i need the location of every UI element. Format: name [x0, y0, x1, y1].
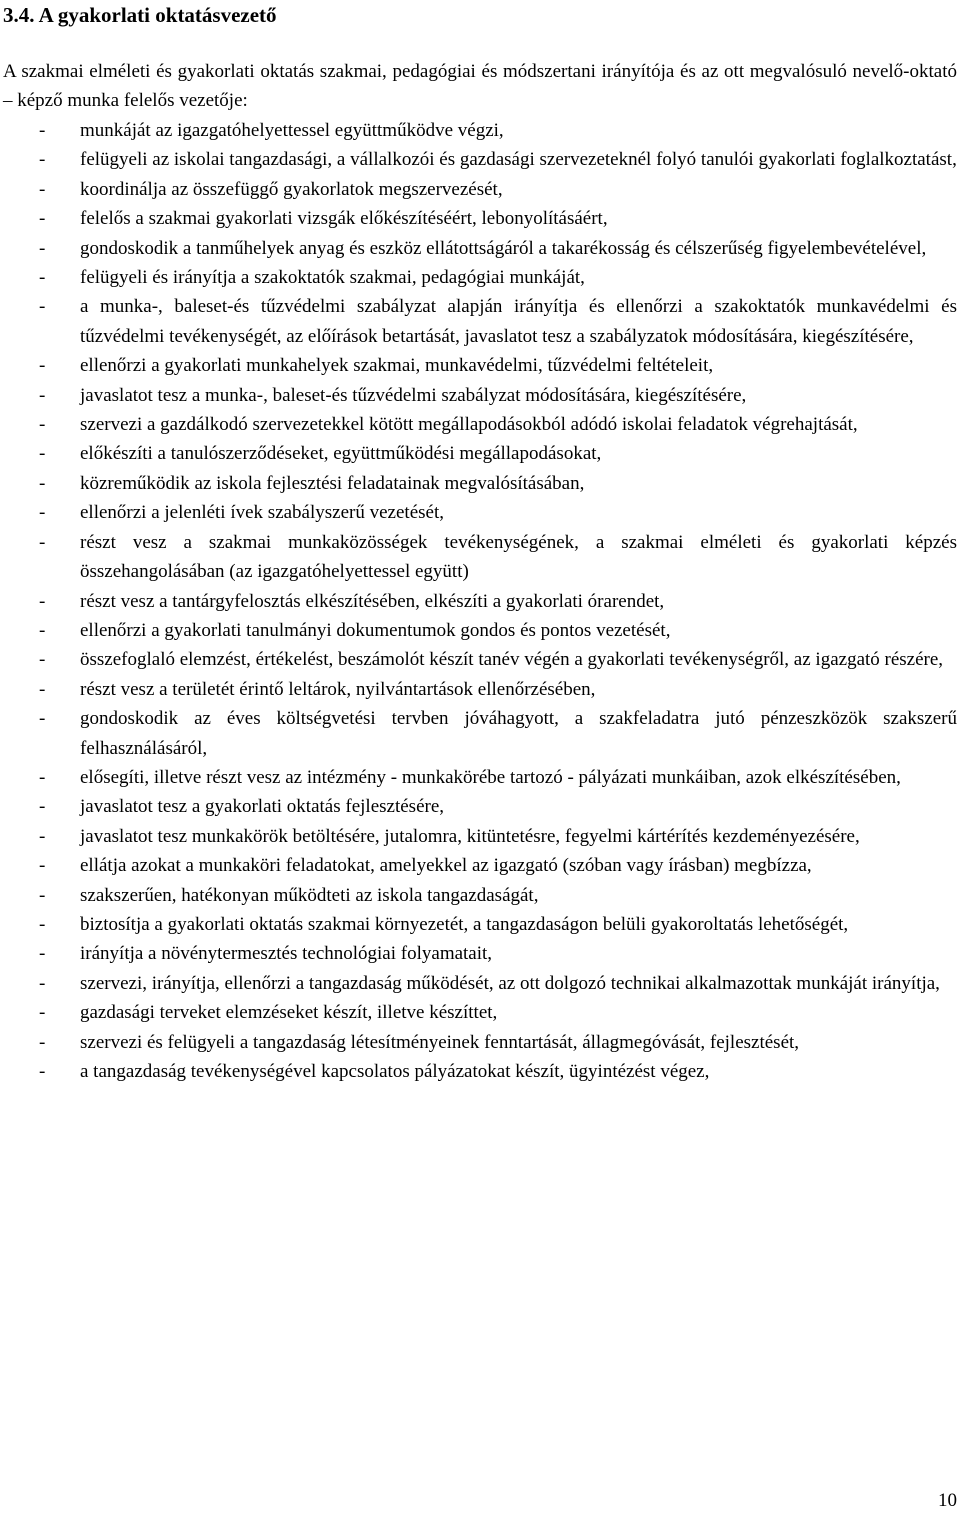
bullet-dash: -	[39, 1061, 46, 1082]
duty-item	[3, 145, 957, 174]
duty-text: javaslatot tesz a gyakorlati oktatás fejlesztésére,	[80, 796, 445, 818]
bullet-dash: -	[39, 502, 46, 524]
bullet-dash: -	[39, 708, 46, 730]
duty-text: gazdasági terveket elemzéseket készít, illetve készíttet,	[80, 1002, 498, 1024]
bullet-dash: -	[39, 178, 46, 200]
duty-item	[3, 645, 957, 674]
duty-item	[3, 381, 957, 410]
bullet-dash: -	[39, 649, 46, 671]
bullet-dash: -	[39, 590, 46, 612]
duty-text: ellátja azokat a munkaköri feladatokat, amelyekkel az igazgató (szóban vagy írásban) megbízza,	[80, 855, 812, 877]
duty-text: felelős a szakmai gyakorlati vizsgák előkészítéséért, lebonyolításáért,	[80, 208, 608, 230]
duty-item	[3, 498, 957, 527]
duty-item	[3, 851, 957, 880]
duty-item	[3, 204, 957, 233]
duty-text: részt vesz a területét érintő leltárok, nyilvántartások ellenőrzésében,	[80, 678, 596, 700]
bullet-dash: -	[39, 237, 46, 259]
intro-paragraph: A szakmai elméleti és gyakorlati oktatás szakmai, pedagógiai és módszertani irányítója és az ott megvalósuló nevelő-oktató – képző munka felelős vezetője:	[3, 61, 957, 112]
duty-text: koordinálja az összefüggő gyakorlatok megszervezését,	[80, 178, 503, 200]
bullet-dash: -	[39, 972, 46, 994]
duty-item	[3, 616, 957, 645]
duty-item	[3, 292, 957, 351]
bullet-dash: -	[39, 120, 46, 141]
duty-text: közreműködik az iskola fejlesztési feladatainak megvalósításában,	[80, 472, 585, 494]
duty-text: javaslatot tesz munkakörök betöltésére, jutalomra, kitüntetésre, fegyelmi kártérítés kezdeményezésére,	[80, 825, 860, 847]
duty-text: szakszerűen, hatékonyan működteti az iskola tangazdaságát,	[80, 884, 539, 906]
duty-item	[3, 351, 957, 380]
duty-text: javaslatot tesz a munka-, baleset-és tűzvédelmi szabályzat módosítására, kiegészítésére,	[80, 384, 747, 406]
duty-text: ellenőrzi a gyakorlati tanulmányi dokumentumok gondos és pontos vezetését,	[80, 619, 671, 641]
bullet-dash: -	[39, 825, 46, 847]
duty-item	[3, 939, 957, 968]
bullet-dash: -	[39, 619, 46, 641]
duty-item	[3, 792, 957, 821]
duty-item	[3, 969, 957, 998]
duty-text: felügyeli az iskolai tangazdasági, a vállalkozói és gazdasági szervezeteknél folyó tanulói gyakorlati foglalkoztatást,	[80, 149, 957, 171]
duty-text: szervezi a gazdálkodó szervezetekkel kötött megállapodásokból adódó iskolai feladatok végrehajtását,	[80, 414, 858, 436]
duty-text: részt vesz a szakmai munkaközösségek tevékenységének, a szakmai elméleti és gyakorlati képzés összehangolásában (az igazgatóhelyettessel együtt)	[80, 531, 957, 583]
duty-text: biztosítja a gyakorlati oktatás szakmai környezetét, a tangazdaságon belüli gyakoroltatás lehetőségét,	[80, 913, 849, 935]
section-heading: 3.4. A gyakorlati oktatásvezető	[3, 3, 277, 27]
duty-item	[3, 587, 957, 616]
duty-item	[3, 410, 957, 439]
bullet-dash: -	[39, 267, 46, 289]
bullet-dash: -	[39, 1002, 46, 1024]
bullet-dash: -	[39, 796, 46, 818]
duty-text: gondoskodik az éves költségvetési tervben jóváhagyott, a szakfeladatra jutó pénzeszközök szakszerű felhasználásáról,	[80, 708, 957, 759]
duty-item	[3, 998, 957, 1027]
duty-text: szervezi és felügyeli a tangazdaság létesítményeinek fenntartását, állagmegóvását, fejlesztését,	[80, 1031, 800, 1053]
duty-text: előkészíti a tanulószerződéseket, együttműködési megállapodásokat,	[80, 443, 602, 465]
duty-text: elősegíti, illetve részt vesz az intézmény - munkakörébe tartozó - pályázati munkáiban, azok elkészítésében,	[80, 766, 901, 788]
bullet-dash: -	[39, 414, 46, 436]
bullet-dash: -	[39, 355, 46, 377]
duty-list	[3, 116, 957, 1086]
duty-item	[3, 263, 957, 292]
bullet-dash: -	[39, 913, 46, 935]
bullet-dash: -	[39, 472, 46, 494]
duty-text: szervezi, irányítja, ellenőrzi a tangazdaság működését, az ott dolgozó technikai alkalmazottak munkáját irányítja,	[80, 972, 940, 994]
bullet-dash: -	[39, 149, 46, 171]
duty-text: összefoglaló elemzést, értékelést, beszámolót készít tanév végén a gyakorlati tevékenységről, az igazgató részére,	[80, 649, 944, 671]
duty-item	[3, 675, 957, 704]
bullet-dash: -	[39, 208, 46, 230]
page-number: 10	[938, 1490, 957, 1511]
bullet-dash: -	[39, 678, 46, 700]
duty-item	[3, 1057, 957, 1086]
duty-item	[3, 234, 957, 263]
duty-item	[3, 1028, 957, 1057]
duty-text: ellenőrzi a jelenléti ívek szabályszerű vezetését,	[80, 502, 444, 524]
bullet-dash: -	[39, 1031, 46, 1053]
duty-text: felügyeli és irányítja a szakoktatók szakmai, pedagógiai munkáját,	[80, 267, 585, 289]
duty-text: a munka-, baleset-és tűzvédelmi szabályzat alapján irányítja és ellenőrzi a szakoktatók munkavédelmi és tűzvédelmi tevékenységét, az előírások betartását, javaslatot tesz a szabályzatok módosítására, kiegészítésére,	[80, 296, 957, 347]
duty-item	[3, 175, 957, 204]
duty-text: irányítja a növénytermesztés technológiai folyamatait,	[80, 943, 493, 965]
duty-item	[3, 469, 957, 498]
duty-text: ellenőrzi a gyakorlati munkahelyek szakmai, munkavédelmi, tűzvédelmi feltételeit,	[80, 355, 714, 377]
duty-text: gondoskodik a tanműhelyek anyag és eszköz ellátottságáról a takarékosság és célszerűség figyelembevételével,	[80, 237, 927, 259]
duty-text: a tangazdaság tevékenységével kapcsolatos pályázatokat készít, ügyintézést végez,	[80, 1061, 710, 1082]
bullet-dash: -	[39, 766, 46, 788]
bullet-dash: -	[39, 855, 46, 877]
bullet-dash: -	[39, 296, 46, 318]
bullet-dash: -	[39, 884, 46, 906]
duty-item	[3, 763, 957, 792]
bullet-dash: -	[39, 384, 46, 406]
duty-item	[3, 822, 957, 851]
duty-item	[3, 910, 957, 939]
duty-item	[3, 439, 957, 468]
duty-item	[3, 881, 957, 910]
duty-text: munkáját az igazgatóhelyettessel együttműködve végzi,	[80, 120, 504, 141]
duty-item	[3, 704, 957, 763]
bullet-dash: -	[39, 943, 46, 965]
duty-text: részt vesz a tantárgyfelosztás elkészítésében, elkészíti a gyakorlati órarendet,	[80, 590, 665, 612]
bullet-dash: -	[39, 443, 46, 465]
duty-item	[3, 528, 957, 587]
duty-item	[3, 116, 957, 145]
bullet-dash: -	[39, 531, 46, 553]
